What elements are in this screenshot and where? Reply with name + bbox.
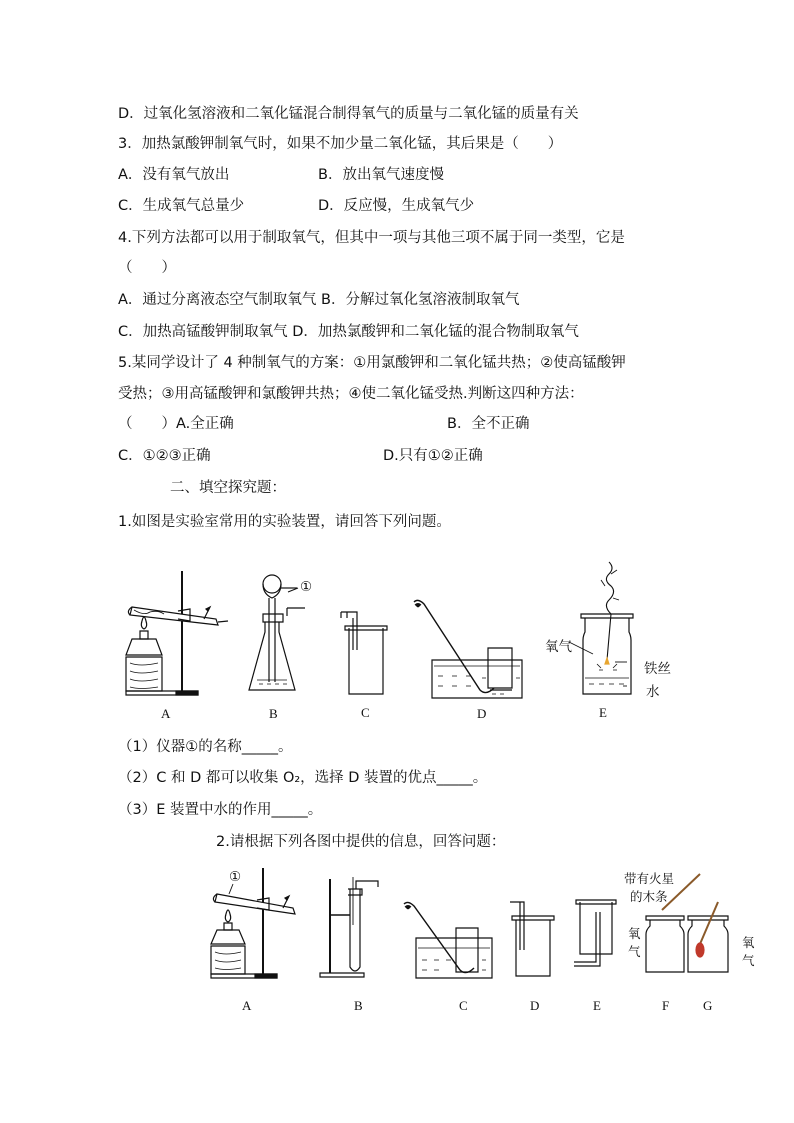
apparatus-2a (205, 864, 315, 984)
fig1-label-d: D (477, 706, 487, 721)
fig1-circle-number: ① (300, 579, 313, 595)
apparatus-2e (570, 898, 620, 978)
apparatus-1d (408, 598, 528, 708)
q5-option-a: （ ）A.全正确 (118, 416, 234, 432)
fig1-label-e: E (599, 705, 607, 720)
fig2-stick-label-2: 的木条 (630, 889, 668, 904)
fig1-label-a: A (161, 706, 171, 721)
q4-options-ab: A．通过分离液态空气制取氧气 B．分解过氧化氢溶液制取氧气 (118, 292, 520, 308)
apparatus-1a (118, 563, 238, 703)
apparatus-1e (575, 560, 645, 700)
fig2-circle-number: ① (229, 869, 242, 885)
q5-option-d: D.只有①②正确 (383, 448, 483, 464)
q3-option-a: A．没有氧气放出 (118, 167, 230, 183)
fig2-oxygen-right-1: 氧 (742, 935, 755, 950)
q3-option-c: C．生成氧气总量少 (118, 198, 245, 214)
fig2-oxygen-right-2: 气 (742, 953, 755, 968)
fig1-iron-wire-label: 铁丝 (644, 661, 671, 677)
fig2-oxygen-left-2: 气 (628, 944, 641, 959)
apparatus-2c (400, 898, 500, 988)
question-4: 4.下列方法都可以用于制取氧气，但其中一项与其他三项不属于同一类型，它是 (118, 230, 625, 246)
q4-answer-paren: （ ） (118, 260, 176, 276)
question-5-line2: 受热；③用高锰酸钾和氯酸钾共热；④使二氧化锰受热.判断这四种方法： (118, 386, 584, 402)
question-3: 3．加热氯酸钾制氧气时，如果不加少量二氧化锰，其后果是（ ） (118, 136, 563, 152)
fig1-label-c: C (361, 705, 370, 720)
q4-options-cd: C．加热高锰酸钾制取氧气 D．加热氯酸钾和二氧化锰的混合物制取氧气 (118, 324, 579, 340)
q5-option-b: B．全不正确 (447, 416, 530, 432)
fig1-water-label: 水 (646, 684, 660, 700)
q3-option-b: B．放出氧气速度慢 (318, 167, 444, 183)
fig2-label-a: A (242, 998, 252, 1013)
fig2-label-e: E (593, 998, 601, 1013)
q3-option-d: D．反应慢，生成氧气少 (318, 198, 475, 214)
fig2-label-d: D (530, 998, 540, 1013)
apparatus-1c (337, 610, 397, 700)
fig2-label-g: G (703, 998, 713, 1013)
q5-option-c: C．①②③正确 (118, 448, 211, 464)
problem-1-q1: （1）仪器①的名称_____。 (118, 739, 293, 755)
question-5-line1: 5.某同学设计了 4 种制氧气的方案：①用氯酸钾和二氧化锰共热；②使高锰酸钾 (118, 355, 626, 371)
fig2-label-f: F (662, 998, 670, 1013)
fig1-oxygen-label: 氧气 (545, 639, 572, 655)
fig2-label-b: B (354, 998, 363, 1013)
fig2-label-c: C (459, 998, 468, 1013)
fig2-stick-label-1: 带有火星 (624, 871, 675, 886)
problem-1: 1.如图是实验室常用的实验装置，请回答下列问题。 (118, 514, 451, 530)
fig1-label-b: B (269, 706, 278, 721)
problem-1-q2: （2）C 和 D 都可以收集 O₂，选择 D 装置的优点_____。 (118, 770, 488, 786)
problem-2: 2.请根据下列各图中提供的信息，回答问题： (216, 834, 506, 850)
option-d-text: D．过氧化氢溶液和二氧化锰混合制得氧气的质量与二氧化锰的质量有关 (118, 106, 579, 122)
fig2-oxygen-left-1: 氧 (628, 926, 641, 941)
problem-1-q3: （3）E 装置中水的作用_____。 (118, 802, 323, 818)
apparatus-2b (316, 875, 386, 985)
apparatus-2d (508, 900, 558, 980)
section-2-heading: 二、填空探究题： (170, 480, 286, 496)
